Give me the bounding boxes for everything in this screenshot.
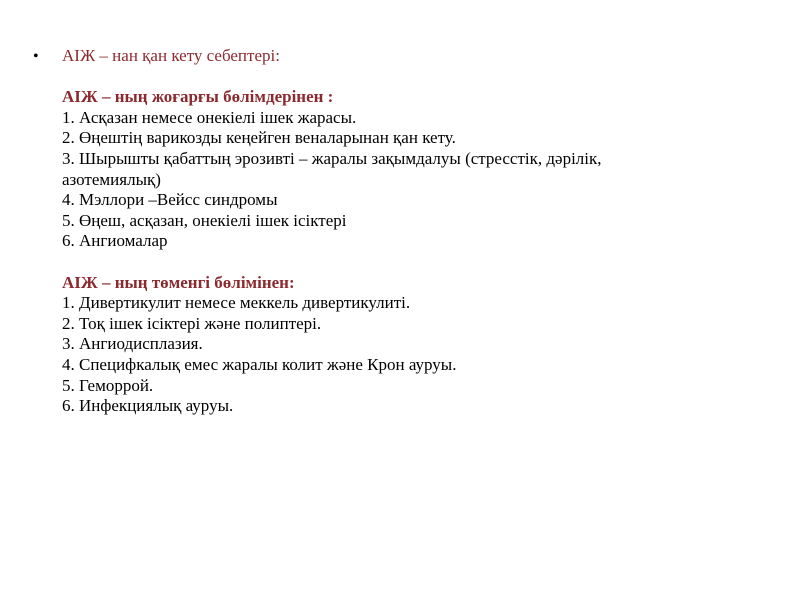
slide-content (62, 46, 752, 417)
list-item: 1. Асқазан немесе онекіелі ішек жарасы. (62, 107, 357, 127)
lower-section-title: АІЖ – ның төменгі бөлімінен: (62, 272, 295, 292)
list-item: азотемиялық) (62, 169, 161, 189)
upper-section-list (62, 108, 752, 252)
list-item: 5. Геморрой. (62, 375, 154, 395)
spacer (62, 252, 752, 273)
spacer (62, 67, 752, 88)
list-item: 3. Шырышты қабаттың эрозивті – жаралы зақымдалуы (стресстік, дәрілік, (62, 148, 602, 168)
list-item: 2. Өңештің варикозды кеңейген веналарынан қан кету. (62, 128, 456, 148)
bullet-marker: • (33, 48, 39, 65)
list-item: 1. Дивертикулит немесе меккель дивертикулиті. (62, 293, 411, 313)
list-item: 4. Специфкалық емес жаралы колит және Крон ауруы. (62, 354, 457, 374)
list-item: 6. Ангиомалар (62, 231, 168, 251)
lower-section-list (62, 293, 752, 417)
list-item: 4. Мэллори –Вейсс синдромы (62, 190, 278, 210)
list-item: 5. Өңеш, асқазан, онекіелі ішек ісіктері (62, 210, 347, 230)
list-item: 6. Инфекциялық ауруы. (62, 396, 234, 416)
slide-heading: АІЖ – нан қан кету себептері: (62, 46, 280, 65)
upper-section-title: АІЖ – ның жоғарғы бөлімдерінен : (62, 87, 334, 107)
list-item: 3. Ангиодисплазия. (62, 334, 203, 354)
list-item: 2. Тоқ ішек ісіктері және полиптері. (62, 313, 322, 333)
